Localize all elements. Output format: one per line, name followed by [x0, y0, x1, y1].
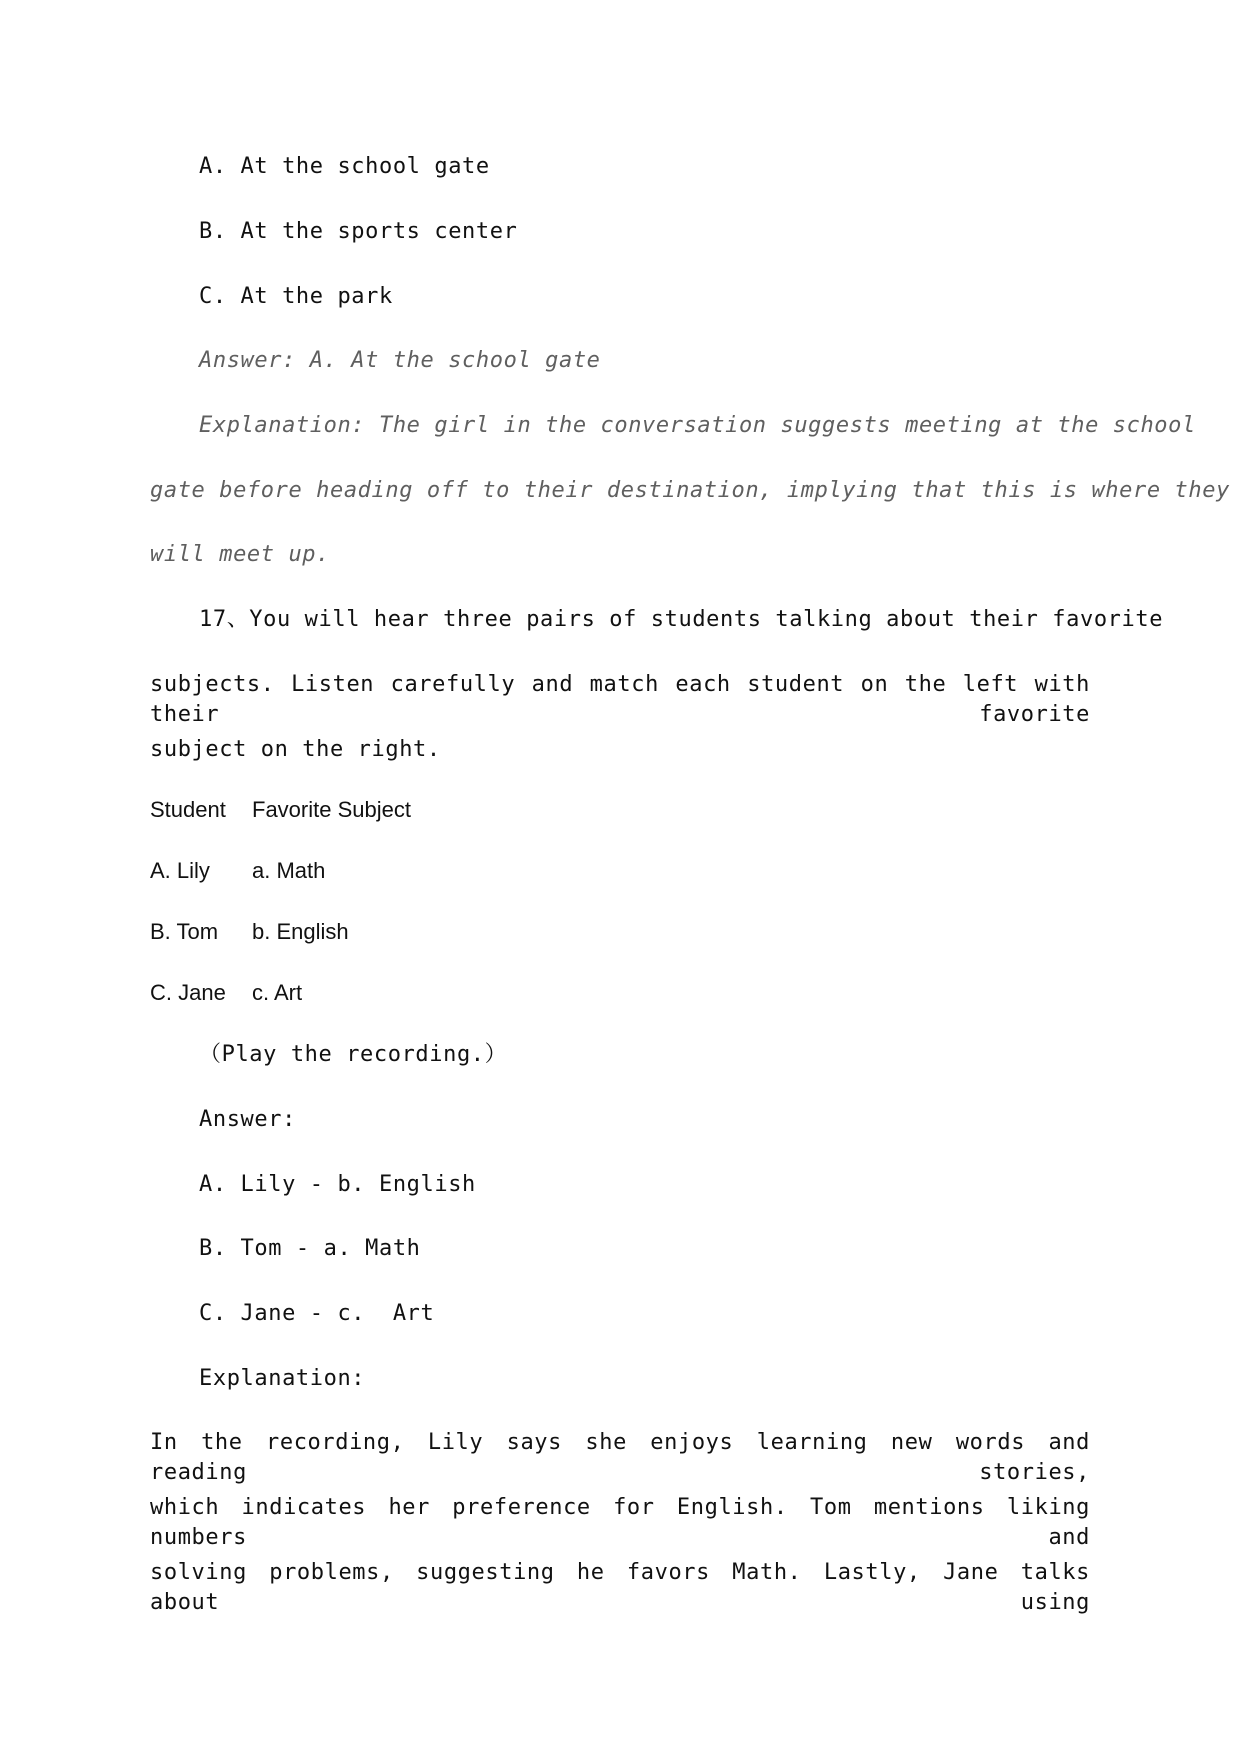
explanation-17-line-3: solving problems, suggesting he favors Math. Lastly, Jane talks about using: [150, 1560, 1090, 1615]
question-17-line-3: subject on the right.: [150, 737, 441, 762]
answer-17-label: Answer:: [199, 1107, 296, 1132]
answer-17-item: C. Jane - c. Art: [199, 1301, 435, 1326]
explanation-17-line-2: which indicates her preference for English. Tom mentions liking numbers and: [150, 1495, 1090, 1550]
row-subject: a. Math: [252, 858, 326, 883]
row-student: C. Jane: [150, 980, 226, 1005]
row-subject: b. English: [252, 919, 349, 944]
answer-16: Answer: A. At the school gate: [199, 348, 601, 373]
explanation-17-label: Explanation:: [199, 1366, 366, 1391]
play-note: （Play the recording.）: [199, 1042, 508, 1067]
explanation-17-line-1: In the recording, Lily says she enjoys learning new words and reading stories,: [150, 1430, 1090, 1485]
row-subject: c. Art: [252, 980, 303, 1005]
row-student: A. Lily: [150, 858, 210, 883]
header-subject: Favorite Subject: [252, 797, 411, 822]
question-17-line-2: subjects. Listen carefully and match each student on the left with their favorite: [150, 672, 1090, 727]
option-a: A. At the school gate: [199, 154, 490, 179]
header-student: Student: [150, 797, 226, 822]
explanation-16-line-1: Explanation: The girl in the conversation suggests meeting at the school: [199, 413, 1196, 438]
option-b: B. At the sports center: [199, 219, 518, 244]
answer-17-item: B. Tom - a. Math: [199, 1236, 421, 1261]
question-17-line-1: 17、You will hear three pairs of students talking about their favorite: [199, 607, 1164, 632]
answer-17-item: A. Lily - b. English: [199, 1172, 476, 1197]
option-c: C. At the park: [199, 284, 393, 309]
explanation-16-line-3: will meet up.: [150, 542, 330, 567]
row-student: B. Tom: [150, 919, 219, 944]
explanation-16-line-2: gate before heading off to their destination, implying that this is where they: [150, 478, 1230, 503]
